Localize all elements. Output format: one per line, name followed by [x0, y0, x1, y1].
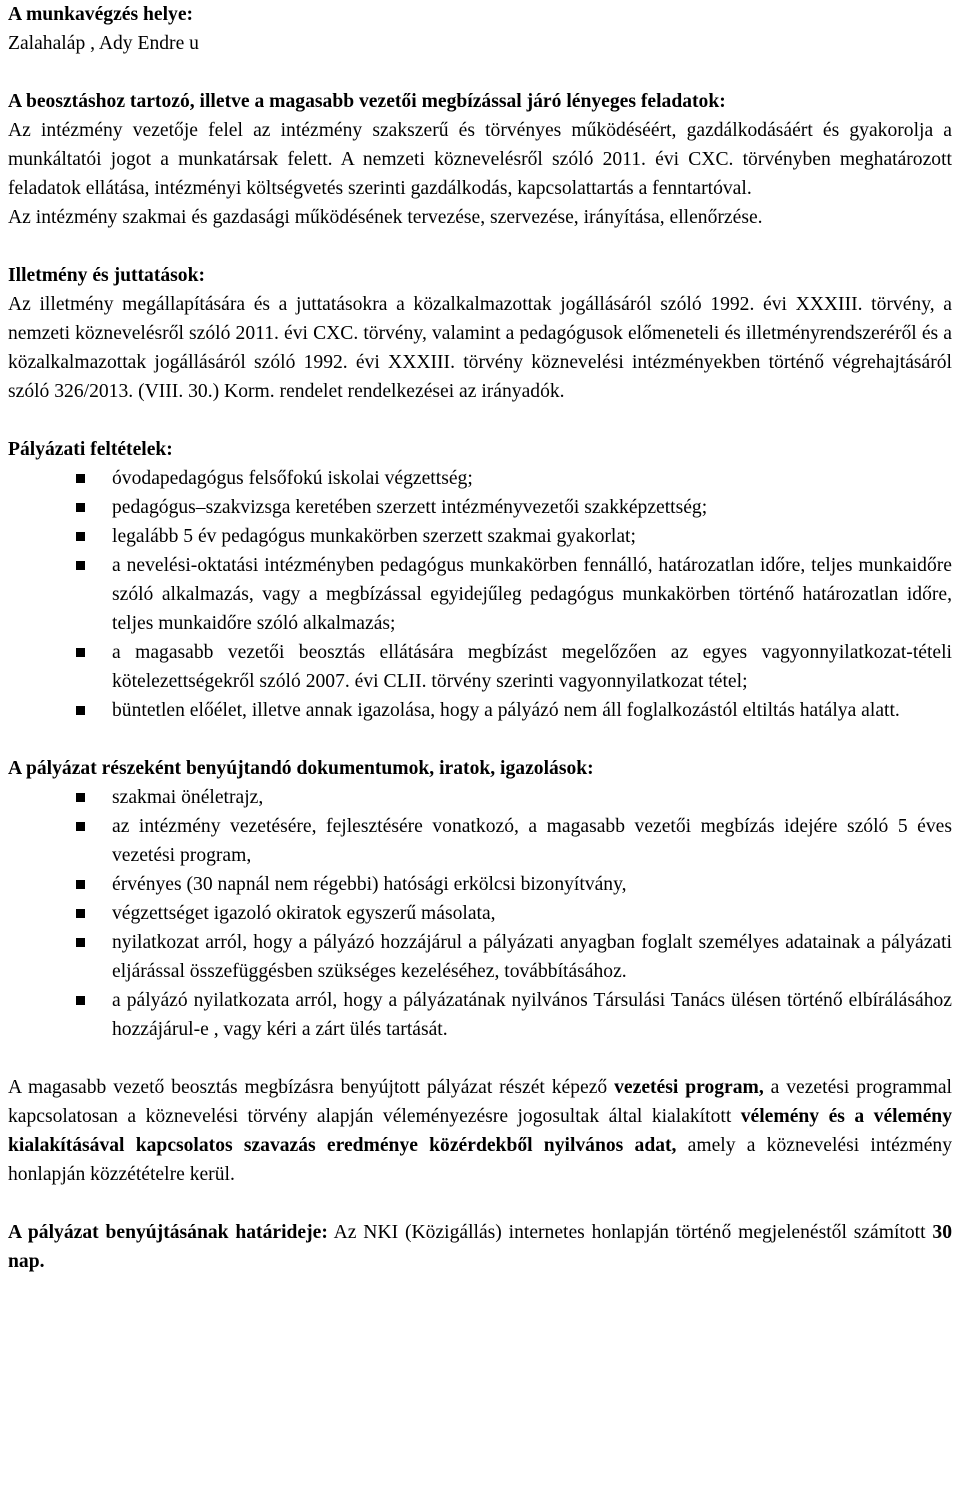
work-place-heading: A munkavégzés helye:	[8, 4, 194, 25]
bullet-square-icon	[76, 503, 85, 512]
bullet-square-icon	[76, 822, 85, 831]
deadline-text: Az NKI (Közigállás) internetes honlapján történő megjelenéstől számított	[327, 1222, 933, 1243]
list-item	[112, 986, 952, 1044]
list-item-text: az intézmény vezetésére, fejlesztésére vonatkozó, a magasabb vezetői megbízás idejére szóló 5 éves vezetési program,	[112, 816, 952, 866]
bullet-square-icon	[76, 938, 85, 947]
conditions-heading: Pályázati feltételek:	[8, 439, 173, 460]
list-item	[112, 522, 952, 551]
bullet-square-icon	[76, 880, 85, 889]
list-item	[112, 638, 952, 696]
bullet-square-icon	[76, 532, 85, 541]
list-item	[112, 899, 952, 928]
list-item-text: a magasabb vezetői beosztás ellátására megbízást megelőzően az egyes vagyonnyilatkozat-tételi kötelezettségekről szóló 2007. évi CLII. törvény szerinti vagyonnyilatkozat tétel;	[112, 642, 952, 692]
spacer	[8, 406, 952, 435]
deadline-label: A pályázat benyújtásának határideje:	[8, 1222, 328, 1243]
salary-paragraph: Az illetmény megállapítására és a juttatásokra a közalkalmazottak jogállásáról szóló 1992. évi XXXIII. törvény, a nemzeti köznevelésről szóló 2011. évi CXC. törvény, valamint a pedagógusok előmeneteli és illetményrendszeréről és a közalkalmazottak jogállásáról szóló 1992. évi XXXIII. törvény köznevelési intézményekben történő végrehajtásáról szóló 326/2013. (VIII. 30.) Korm. rendelet rendelkezései az irányadók.	[8, 294, 952, 402]
bullet-square-icon	[76, 648, 85, 657]
documents-heading: A pályázat részeként benyújtandó dokumentumok, iratok, igazolások:	[8, 758, 594, 779]
program-text-1: A magasabb vezető beosztás megbízásra benyújtott pályázat részét képező	[8, 1077, 615, 1098]
program-bold-2: vélemény és a vélemény kialakításával kapcsolatos szavazás eredménye közérdekből nyilvános adat,	[8, 1106, 952, 1156]
spacer	[8, 58, 952, 87]
salary-heading: Illetmény és juttatások:	[8, 265, 205, 286]
spacer	[8, 1044, 952, 1073]
list-item	[112, 464, 952, 493]
program-paragraph	[8, 1073, 952, 1189]
program-text-2: a vezetési programmal kapcsolatosan a köznevelési törvény alapján véleményezésre jogosultak által kialakított	[8, 1077, 953, 1127]
list-item-text: végzettséget igazoló okiratok egyszerű másolata,	[112, 903, 496, 924]
work-place-value: Zalahaláp , Ady Endre u	[8, 33, 199, 54]
bullet-square-icon	[76, 793, 85, 802]
spacer	[8, 1189, 952, 1218]
list-item-text: büntetlen előélet, illetve annak igazolása, hogy a pályázó nem áll foglalkozástól eltiltás hatálya alatt.	[112, 700, 900, 721]
bullet-square-icon	[76, 561, 85, 570]
list-item-text: szakmai önéletrajz,	[112, 787, 264, 808]
duties-paragraph-1: Az intézmény vezetője felel az intézmény szakszerű és törvényes működéséért, gazdálkodásáért és gyakorolja a munkáltatói jogot a munkatársak felett. A nemzeti köznevelésről szóló 2011. évi CXC. törvényben meghatározott feladatok ellátása, intézményi költségvetés szerinti gazdálkodás, kapcsolattartás a fenntartóval.	[8, 120, 952, 199]
list-item	[112, 783, 952, 812]
conditions-list	[8, 464, 952, 725]
list-item	[112, 928, 952, 986]
duties-paragraph-2: Az intézmény szakmai és gazdasági működésének tervezése, szervezése, irányítása, ellenőrzése.	[8, 207, 763, 228]
deadline-paragraph	[8, 1218, 952, 1276]
bullet-square-icon	[76, 996, 85, 1005]
list-item	[112, 551, 952, 638]
bullet-square-icon	[76, 909, 85, 918]
documents-list	[8, 783, 952, 1044]
duties-heading: A beosztáshoz tartozó, illetve a magasabb vezetői megbízással járó lényeges feladatok:	[8, 91, 726, 112]
list-item	[112, 870, 952, 899]
spacer	[8, 725, 952, 754]
spacer	[8, 232, 952, 261]
list-item-text: pedagógus–szakvizsga keretében szerzett intézményvezetői szakképzettség;	[112, 497, 708, 518]
list-item-text: legalább 5 év pedagógus munkakörben szerzett szakmai gyakorlat;	[112, 526, 636, 547]
bullet-square-icon	[76, 474, 85, 483]
list-item	[112, 812, 952, 870]
bullet-square-icon	[76, 706, 85, 715]
list-item-text: nyilatkozat arról, hogy a pályázó hozzájárul a pályázati anyagban foglalt személyes adatainak a pályázati eljárással összefüggésben szükséges kezeléséhez, továbbításához.	[112, 932, 952, 982]
list-item-text: a nevelési-oktatási intézményben pedagógus munkakörben fennálló, határozatlan időre, teljes munkaidőre szóló alkalmazás, vagy a megbízással egyidejűleg pedagógus munkakörben történő határozatlan időre, teljes munkaidőre szóló alkalmazás;	[112, 555, 952, 634]
program-text-3: amely a köznevelési intézmény honlapján közzétételre kerül.	[8, 1135, 952, 1185]
list-item-text: érvényes (30 napnál nem régebbi) hatósági erkölcsi bizonyítvány,	[112, 874, 627, 895]
list-item	[112, 696, 952, 725]
list-item	[112, 493, 952, 522]
list-item-text: óvodapedagógus felsőfokú iskolai végzettség;	[112, 468, 473, 489]
deadline-value: 30 nap.	[8, 1222, 952, 1272]
list-item-text: a pályázó nyilatkozata arról, hogy a pályázatának nyilvános Társulási Tanács ülésen történő elbírálásához hozzájárul-e , vagy kéri a zárt ülés tartását.	[112, 990, 952, 1040]
program-bold-1: vezetési program,	[614, 1077, 764, 1098]
